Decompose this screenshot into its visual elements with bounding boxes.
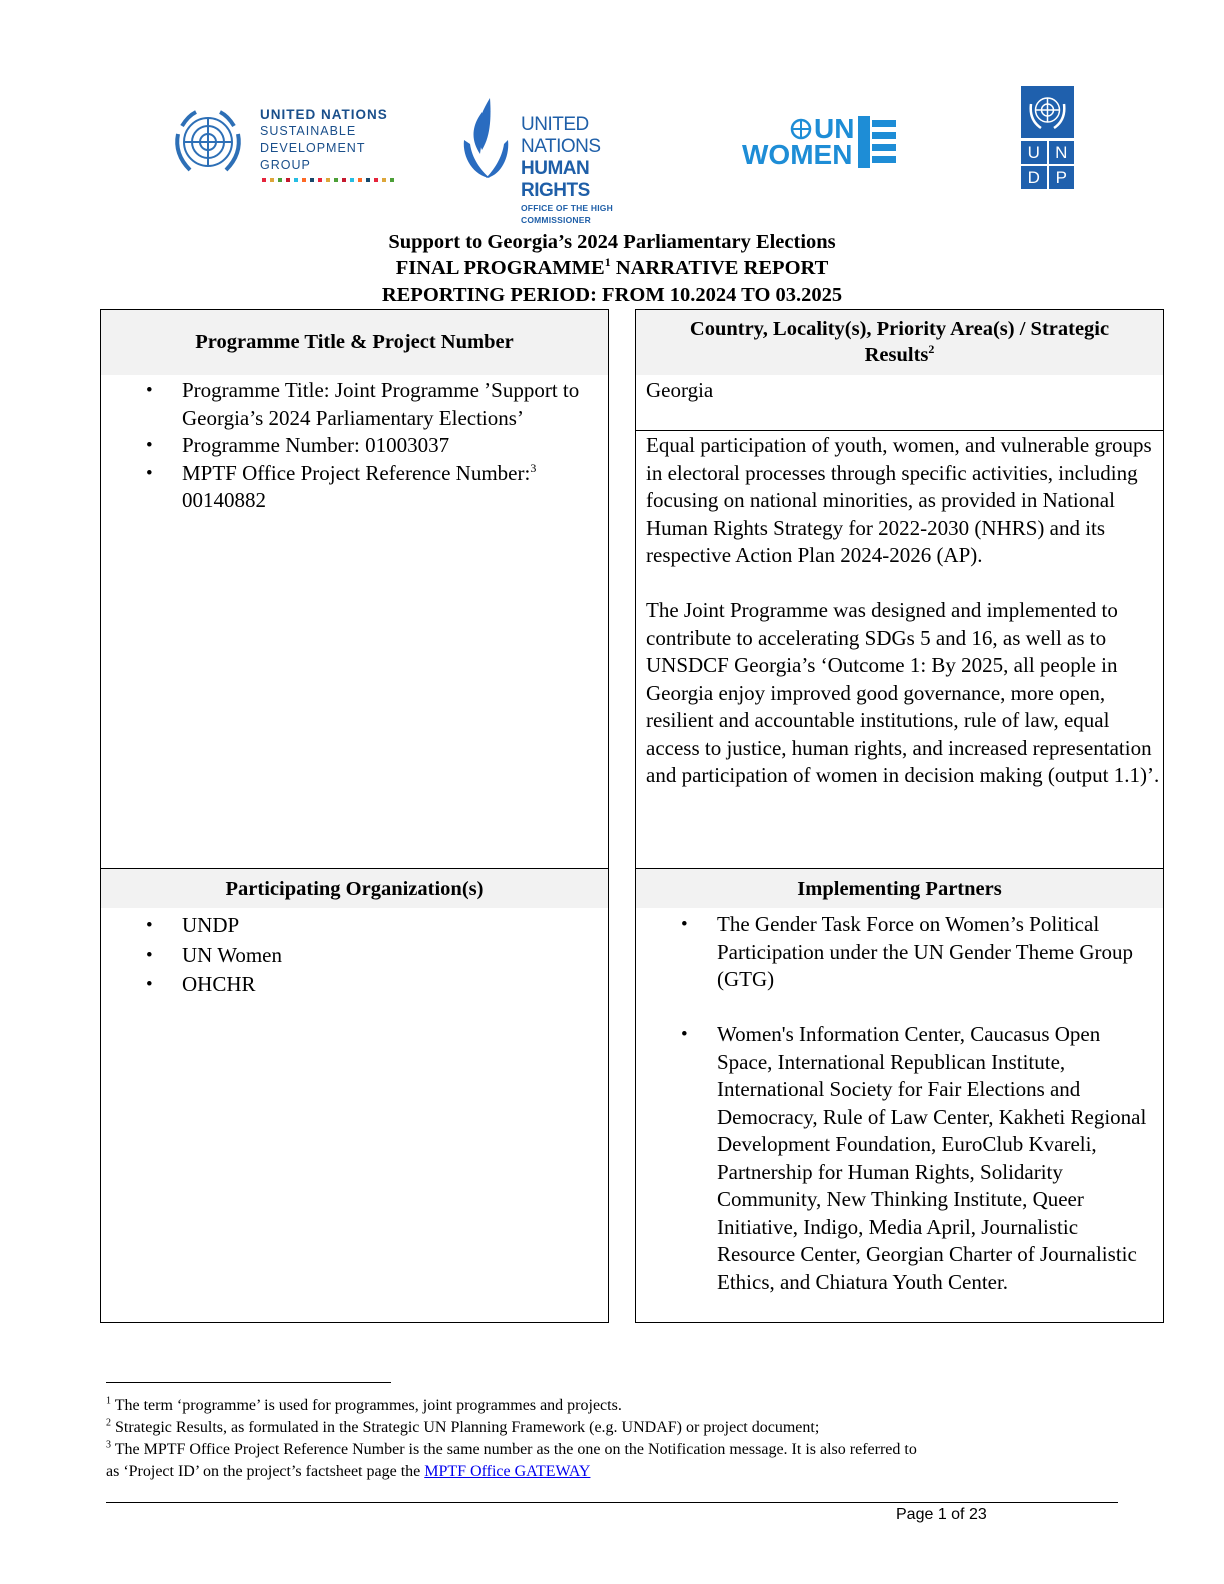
unwomen-logo <box>742 114 902 170</box>
undp-logo <box>1021 86 1074 189</box>
list-item: • Programme Number: 01003037 <box>146 432 596 460</box>
footnote-3-text-cont: as ‘Project ID’ on the project’s factsheet page the <box>106 1463 425 1480</box>
undp-emblem-box <box>1021 86 1074 138</box>
unwomen-un: UN <box>814 113 855 144</box>
unwomen-women: WOMEN <box>742 139 853 170</box>
unsdg-logo <box>168 104 400 184</box>
mptf-ref-label: MPTF Office Project Reference Number: <box>182 460 531 485</box>
report-title-line2 <box>0 255 1224 281</box>
undp-letter-n: N <box>1049 141 1075 164</box>
strategic-para-2: The Joint Programme was designed and implemented to contribute to accelerating SDGs 5 and 16, as well as to UNSDCF Georgia’s ‘Outcome 1: By 2025, all people in Georgia enjoy improved good governance, more open, resilient and accountable institutions, rule of law, equal access to justice, human rights, and increased representation and participation of women in decision making (output 1.1)’. <box>646 598 1160 787</box>
list-item: • UN Women <box>146 941 596 971</box>
programme-info-list <box>146 377 596 515</box>
unsdg-line2: SUSTAINABLE <box>260 124 357 138</box>
ohchr-line3: OFFICE OF THE HIGH COMMISSIONER <box>521 203 613 225</box>
title-line2-rest: NARRATIVE REPORT <box>610 257 829 279</box>
mptf-gateway-link[interactable]: MPTF Office GATEWAY <box>424 1463 591 1480</box>
unwomen-mark-icon <box>858 116 898 168</box>
strategic-header-line1: Country, Locality(s), Priority Area(s) / Strategic <box>689 318 1110 340</box>
footnote-separator <box>106 1382 391 1383</box>
flame-hands-icon <box>460 94 512 184</box>
footnote-ref-3: 3 <box>530 460 537 475</box>
footnote-ref-1: 1 <box>604 255 611 270</box>
un-emblem-icon <box>1021 86 1074 138</box>
list-item <box>146 460 596 515</box>
country-value: Georgia <box>646 378 714 402</box>
undp-letters <box>1021 141 1074 189</box>
footnote-3-continued <box>106 1461 1126 1483</box>
list-item: • Women's Information Center, Caucasus Open Space, International Republican Institute, International Society for Fair Elections and Democracy, Rule of Law Center, Kakheti Regional Development Foundation, EuroClub Kvareli, Partnership for Human Rights, Solidarity Community, New Thinking Institute, Queer Initiative, Indigo, Media April, Journalistic Resource Center, Georgian Charter of Journalistic Ethics, and Chiatura Youth Center. <box>681 1021 1151 1296</box>
programme-title-header <box>101 310 608 375</box>
footnote-1-text: The term ‘programme’ is used for programmes, joint programmes and projects. <box>111 1397 622 1414</box>
participating-orgs-header-text: Participating Organization(s) <box>225 878 484 900</box>
undp-letter-p: P <box>1049 166 1075 189</box>
strategic-para-1: Equal participation of youth, women, and vulnerable groups in electoral processes through specific activities, including focusing on national minorities, as provided in National Human Rights Strategy for 2022-2030 (NHRS) and its respective Action Plan 2024-2026 (AP). <box>646 433 1152 567</box>
footnote-3 <box>106 1439 1126 1461</box>
footnote-3-text: The MPTF Office Project Reference Number is the same number as the one on the Notification message. It is also referred to <box>111 1441 917 1458</box>
footnote-ref-2: 2 <box>928 342 935 357</box>
strategic-results-text <box>646 432 1160 790</box>
strategic-header-line2 <box>636 342 1163 368</box>
list-item: • OHCHR <box>146 970 596 1000</box>
strategic-header-results: Results <box>864 344 929 366</box>
unsdg-line1: UNITED NATIONS <box>260 107 388 122</box>
list-item: • The Gender Task Force on Women’s Political Participation under the UN Gender Theme Group (GTG) <box>681 911 1151 994</box>
cell-divider <box>635 430 1164 431</box>
report-title-line1: Support to Georgia’s 2024 Parliamentary Elections <box>388 231 836 253</box>
footnote-2 <box>106 1417 1126 1439</box>
implementing-partners-header <box>636 869 1163 908</box>
unsdg-line3: DEVELOPMENT <box>260 141 366 155</box>
footnote-3-number: 3 <box>106 1439 111 1451</box>
footnote-2-text: Strategic Results, as formulated in the Strategic UN Planning Framework (e.g. UNDAF) or project document; <box>111 1419 820 1436</box>
undp-letter-u: U <box>1021 141 1047 164</box>
footnote-1-number: 1 <box>106 1395 111 1407</box>
sdg-color-dots <box>262 178 398 182</box>
list-item: • UNDP <box>146 911 596 941</box>
page-number: Page 1 of 23 <box>896 1506 987 1523</box>
mptf-ref-value: 00140882 <box>182 488 266 512</box>
ohchr-logo <box>460 94 660 225</box>
unsdg-line4: GROUP <box>260 158 311 172</box>
un-globe-icon <box>790 118 812 140</box>
strategic-results-header <box>636 310 1163 375</box>
undp-letter-d: D <box>1021 166 1047 189</box>
implementing-partners-header-text: Implementing Partners <box>797 878 1002 900</box>
title-line2-main: FINAL PROGRAMME <box>395 257 605 279</box>
footnote-2-number: 2 <box>106 1417 111 1429</box>
programme-title-header-text: Programme Title & Project Number <box>195 331 514 353</box>
implementing-partners-list <box>681 911 1151 1296</box>
footnote-1 <box>106 1395 1126 1417</box>
un-emblem-icon <box>168 104 248 184</box>
participating-orgs-header <box>101 869 608 908</box>
ohchr-line2: HUMAN RIGHTS <box>521 158 590 201</box>
report-title-line3: REPORTING PERIOD: FROM 10.2024 TO 03.2025 <box>381 284 843 306</box>
list-item: • Programme Title: Joint Programme ’Support to Georgia’s 2024 Parliamentary Elections’ <box>146 377 596 432</box>
participating-orgs-list <box>146 911 596 1000</box>
ohchr-line1: UNITED NATIONS <box>521 114 601 157</box>
footer-rule <box>106 1502 1118 1503</box>
